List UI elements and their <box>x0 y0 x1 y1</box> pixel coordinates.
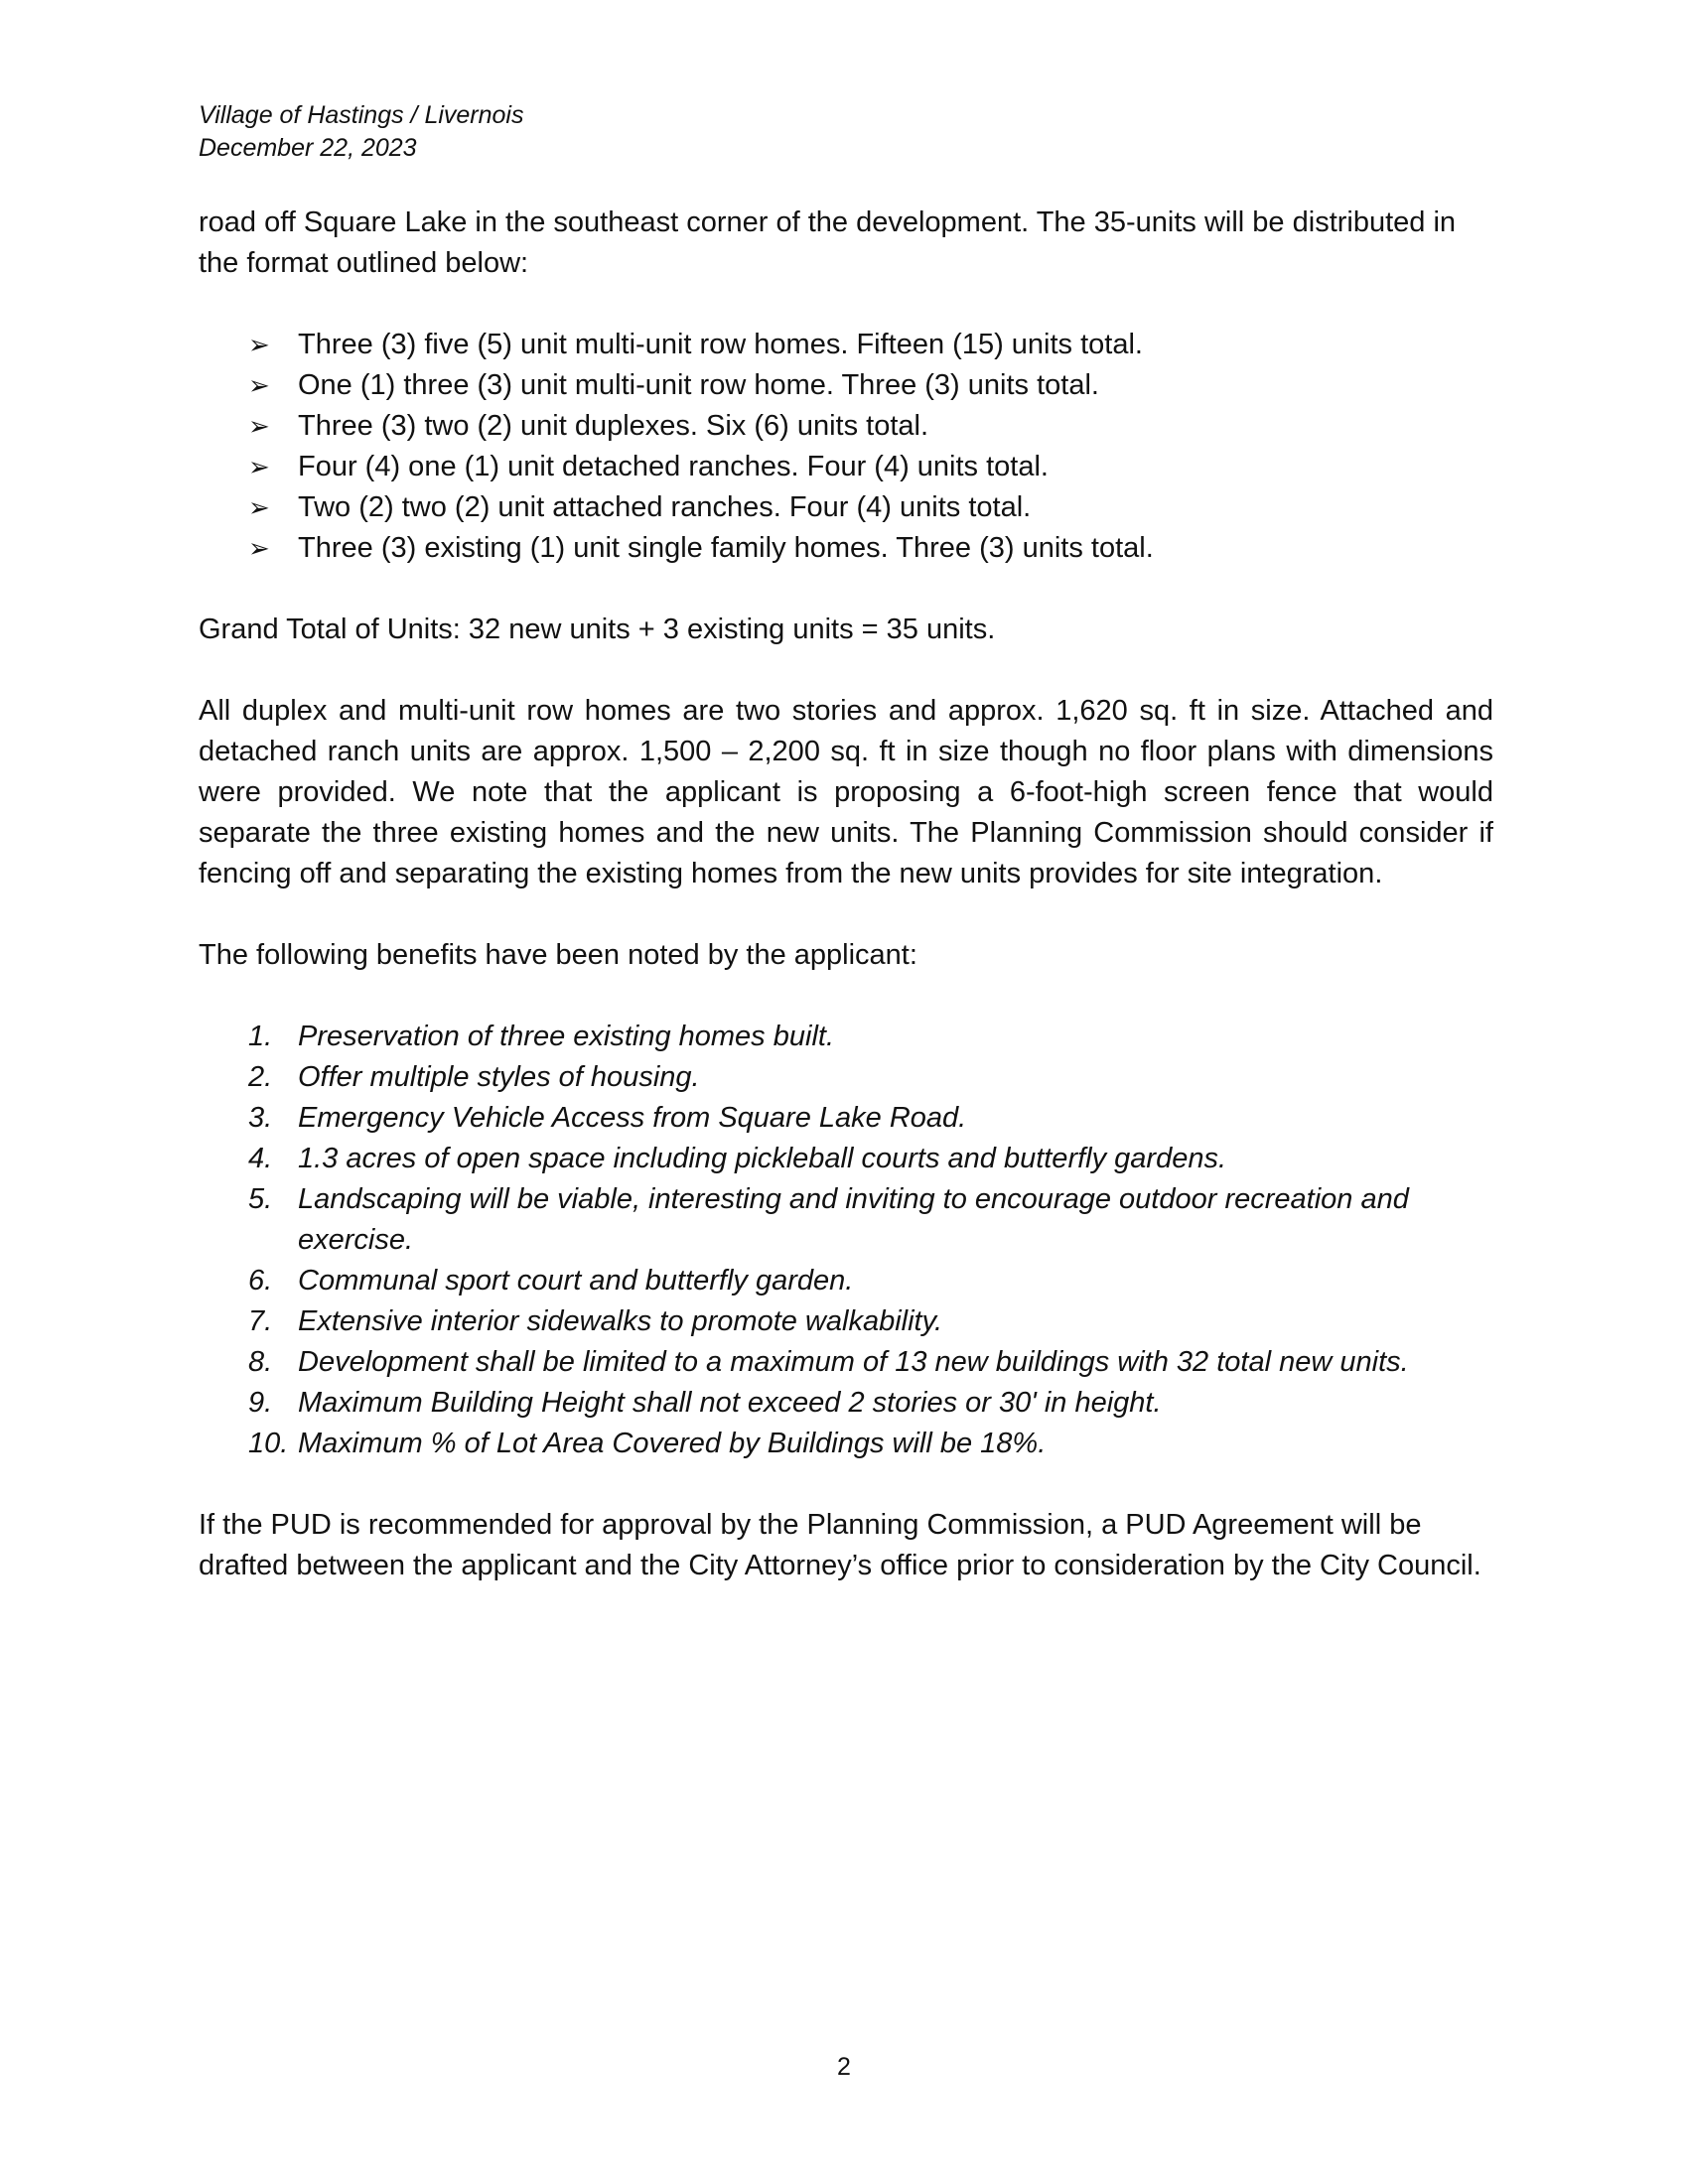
grand-total: Grand Total of Units: 32 new units + 3 existing units = 35 units. <box>199 614 996 645</box>
list-item: ➢ One (1) three (3) unit multi-unit row home. Three (3) units total. <box>199 365 1493 406</box>
list-item: ➢ Three (3) five (5) unit multi-unit row homes. Fifteen (15) units total. <box>199 325 1493 365</box>
header-line-1: Village of Hastings / Livernois <box>199 101 524 129</box>
list-item: 4. 1.3 acres of open space including pickleball courts and butterfly gardens. <box>248 1143 1227 1174</box>
list-item: ➢ Two (2) two (2) unit attached ranches. Four (4) units total. <box>199 487 1493 528</box>
unit-size-paragraph: All duplex and multi-unit row homes are two stories and approx. 1,620 sq. ft in size. Attached and detached ranch units are approx. 1,500 – 2,200 sq. ft in size though no floor plans with dimensions were provided. We note that the applicant is proposing a 6-foot-high screen fence that would separate the three existing homes and the new units. The Planning Commission should consider if fencing off and separating the existing homes from the new units provides for site integration. <box>199 695 1493 889</box>
arrow-bullet-icon: ➢ <box>248 492 270 522</box>
list-item: 2. Offer multiple styles of housing. <box>248 1061 700 1093</box>
arrow-bullet-icon: ➢ <box>248 411 270 441</box>
list-item: ➢ Three (3) existing (1) unit single family homes. Three (3) units total. <box>199 528 1493 569</box>
list-item: ➢ Three (3) two (2) unit duplexes. Six (6) units total. <box>199 406 1493 447</box>
list-item: 1. Preservation of three existing homes built. <box>248 1021 834 1052</box>
header-line-2: December 22, 2023 <box>199 134 417 162</box>
list-item: 10. Maximum % of Lot Area Covered by Buildings will be 18%. <box>248 1428 1047 1459</box>
list-item: 5. Landscaping will be viable, interesting and inviting to encourage outdoor recreation and exercise. <box>248 1183 1409 1256</box>
list-item: 7. Extensive interior sidewalks to promote walkability. <box>248 1305 943 1337</box>
benefits-intro: The following benefits have been noted by the applicant: <box>199 939 917 971</box>
arrow-bullet-icon: ➢ <box>248 452 270 481</box>
arrow-bullet-icon: ➢ <box>248 533 270 563</box>
list-item: ➢ Four (4) one (1) unit detached ranches. Four (4) units total. <box>199 447 1493 487</box>
page-header <box>199 99 524 165</box>
unit-distribution-list <box>199 325 1493 569</box>
intro-paragraph: road off Square Lake in the southeast corner of the development. The 35-units will be distributed in the format outlined below: <box>199 206 1457 279</box>
list-item: 8. Development shall be limited to a maximum of 13 new buildings with 32 total new units. <box>248 1346 1409 1378</box>
arrow-bullet-icon: ➢ <box>248 370 270 400</box>
closing-paragraph: If the PUD is recommended for approval by the Planning Commission, a PUD Agreement will be drafted between the applicant and the City Attorney’s office prior to consideration by the City Council. <box>199 1509 1481 1581</box>
list-item: 9. Maximum Building Height shall not exceed 2 stories or 30' in height. <box>248 1387 1162 1419</box>
page-number: 2 <box>837 2053 851 2081</box>
arrow-bullet-icon: ➢ <box>248 330 270 359</box>
benefits-list <box>199 1017 1493 1464</box>
document-body <box>199 203 1493 1586</box>
list-item: 3. Emergency Vehicle Access from Square Lake Road. <box>248 1102 967 1134</box>
list-item: 6. Communal sport court and butterfly garden. <box>248 1265 854 1297</box>
